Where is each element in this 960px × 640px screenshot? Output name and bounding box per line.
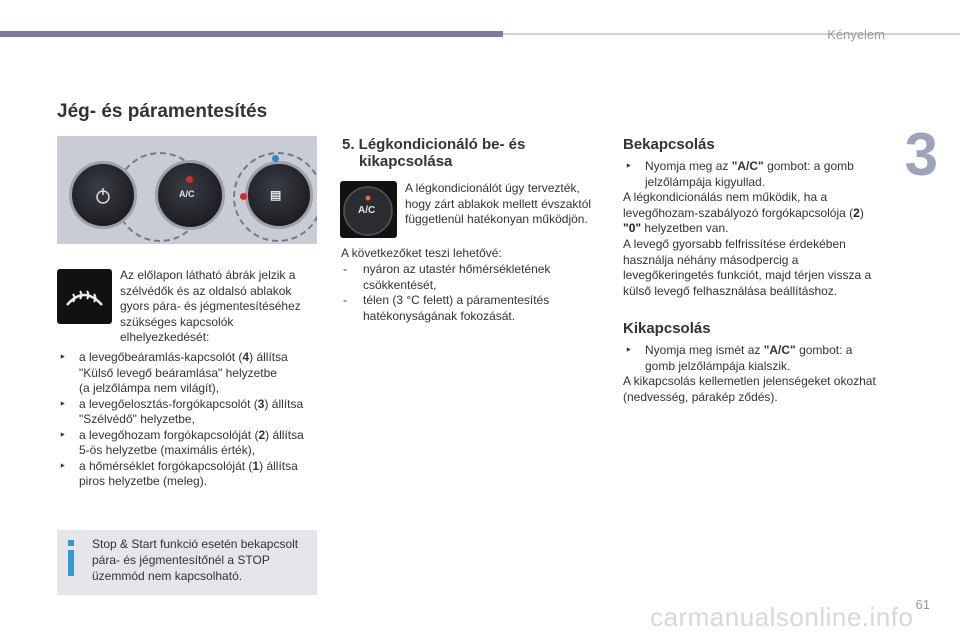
step-text: gombot: a (795, 343, 853, 357)
fan-knob (155, 160, 225, 230)
info-text (92, 536, 312, 584)
list-item (57, 350, 319, 397)
step-text: ) állítsa (265, 427, 304, 442)
control-number: 4 (242, 350, 250, 364)
intro-line: Az előlapon látható ábrák jelzik a (120, 268, 296, 282)
step-text: Nyomja meg az (645, 159, 732, 173)
step-text: ) állítsa (249, 350, 288, 364)
step-text: a levegőelosztás-forgókapcsolót ( (79, 396, 258, 411)
power-icon (72, 164, 134, 226)
arrow-bullet-icon: ‣ (59, 458, 67, 473)
heading-line: kikapcsolása (359, 153, 453, 170)
dash-bullet: - (343, 293, 347, 307)
list-item (57, 397, 319, 428)
page-title: Jég- és páramentesítés (57, 101, 268, 122)
para-line: A légkondicionálás nem működik, ha a (623, 190, 828, 204)
item-line: csökkentését, (363, 277, 437, 292)
step-text: ) állítsa (264, 396, 304, 411)
on-paragraph-1 (623, 190, 893, 237)
arrow-bullet-icon: ‣ (59, 396, 67, 411)
step-text: a levegőbeáramlás-kapcsolót ( (79, 350, 243, 364)
step-line: gomb jelzőlámpája kialszik. (645, 358, 791, 373)
para-text: ) (859, 205, 864, 220)
dash-bullet: - (343, 262, 347, 276)
info-line: üzemmód nem kapcsolható. (92, 569, 243, 583)
knob-ac-label: A/C (179, 189, 195, 199)
temperature-knob (69, 161, 137, 229)
header-accent-bar (0, 31, 503, 37)
control-number: 2 (258, 427, 266, 442)
step-text: ) állítsa (259, 458, 298, 473)
list-item (57, 459, 319, 490)
step-line: "Külső levegő beáramlása" helyzetbe (79, 365, 277, 380)
intro-line: gyors pára- és jégmentesítéséhez (120, 299, 301, 313)
key-name: "A/C" (731, 159, 764, 173)
ac-benefits (341, 262, 606, 324)
off-paragraph (623, 374, 898, 405)
para-line: külső levegő felhasználása beállításhoz. (623, 283, 838, 298)
arrow-bullet-icon: ‣ (625, 343, 633, 357)
step-line: (a jelzőlámpa nem világít), (79, 381, 220, 395)
on-heading: Bekapcsolás (623, 136, 715, 153)
windscreen-defrost-icon (57, 269, 112, 324)
on-paragraph-2 (623, 237, 898, 299)
para-line: levegőkeringetés funkciót, majd térjen vissza a (623, 268, 872, 282)
para-line: használja néhány másodpercig a (623, 252, 799, 267)
intro-line: elhelyezkedését: (120, 330, 210, 344)
key-name: "0" (623, 221, 642, 235)
recirculation-indicator-red (240, 193, 247, 200)
arrow-bullet-icon: ‣ (625, 159, 633, 173)
para-line: (nedvesség, párakép ződés). (623, 389, 778, 404)
ac-intro-line: hogy zárt ablakok mellett évszaktól (405, 196, 592, 211)
step-text: a hőmérséklet forgókapcsolóját ( (79, 458, 253, 473)
off-steps (623, 343, 893, 374)
info-icon (66, 538, 76, 578)
control-number: 2 (853, 205, 860, 220)
item-line: télen (3 °C felett) a páramentesítés (363, 293, 550, 307)
para-text: helyzetben van. (641, 221, 729, 235)
step-line: 5-ös helyzetbe (maximális érték), (79, 443, 256, 457)
arrow-bullet-icon: ‣ (59, 427, 67, 442)
watermark: carmanualsonline.info (650, 602, 914, 632)
ac-button-label: A/C (358, 205, 376, 216)
step-line: "Szélvédő" helyzetbe, (79, 412, 195, 426)
control-number: 1 (252, 458, 260, 473)
page-number: 61 (915, 597, 930, 612)
item-line: hatékonyságának fokozását. (363, 308, 516, 323)
ac-intro-line: függetlenül hatékonyan működjön. (405, 212, 588, 226)
intro-line: szélvédők és az oldalsó ablakok (120, 283, 292, 298)
para-line: A kikapcsolás kellemetlen jelenségeket okozhat (623, 374, 876, 388)
para-line: A levegő gyorsabb felfrissítése érdekében (623, 237, 846, 251)
ac-section-heading (342, 136, 525, 170)
arrow-bullet-icon: ‣ (59, 350, 67, 364)
ac-indicator-red (186, 176, 193, 183)
para-text: levegőhozam-szabályozó forgókapcsolója ( (623, 205, 854, 220)
header-rule (503, 33, 960, 35)
heading-line: 5. Légkondicionáló be- és (342, 136, 526, 153)
ac-lead: A következőket teszi lehetővé: (341, 246, 502, 260)
chapter-number: 3 (904, 121, 938, 188)
step-text: a levegőhozam forgókapcsolóját ( (79, 427, 259, 442)
control-number: 3 (257, 396, 265, 411)
on-steps (623, 159, 893, 190)
ac-intro (405, 181, 605, 228)
step-text: Nyomja meg ismét az (645, 343, 764, 357)
info-line: pára- és jégmentesítőnél a STOP (92, 553, 270, 567)
key-name: "A/C" (763, 343, 796, 357)
defrost-steps (57, 350, 319, 490)
step-line: piros helyzetbe (meleg). (79, 474, 208, 488)
ac-intro-line: A légkondicionálót úgy tervezték, (405, 181, 580, 195)
off-heading: Kikapcsolás (623, 320, 711, 337)
distribution-knob (245, 161, 313, 229)
info-box (57, 530, 317, 595)
section-name: Kényelem (827, 27, 885, 42)
list-item (57, 428, 319, 459)
list-item (623, 343, 893, 374)
item-line: nyáron az utastér hőmérsékletének (363, 262, 551, 276)
list-item (341, 293, 606, 324)
step-text: gombot: a gomb (763, 159, 854, 173)
control-panel-photo (57, 136, 317, 244)
defrost-symbol-icon: ▤ (270, 188, 282, 202)
list-item (341, 262, 606, 293)
intro-line: szükséges kapcsolók (120, 314, 234, 329)
step-line: jelzőlámpája kigyullad. (645, 174, 766, 189)
ac-button-photo (340, 181, 397, 238)
cold-indicator-blue (272, 155, 279, 162)
info-line: Stop & Start funkció esetén bekapcsolt (92, 537, 299, 551)
list-item (623, 159, 893, 190)
defrost-intro (120, 268, 320, 346)
